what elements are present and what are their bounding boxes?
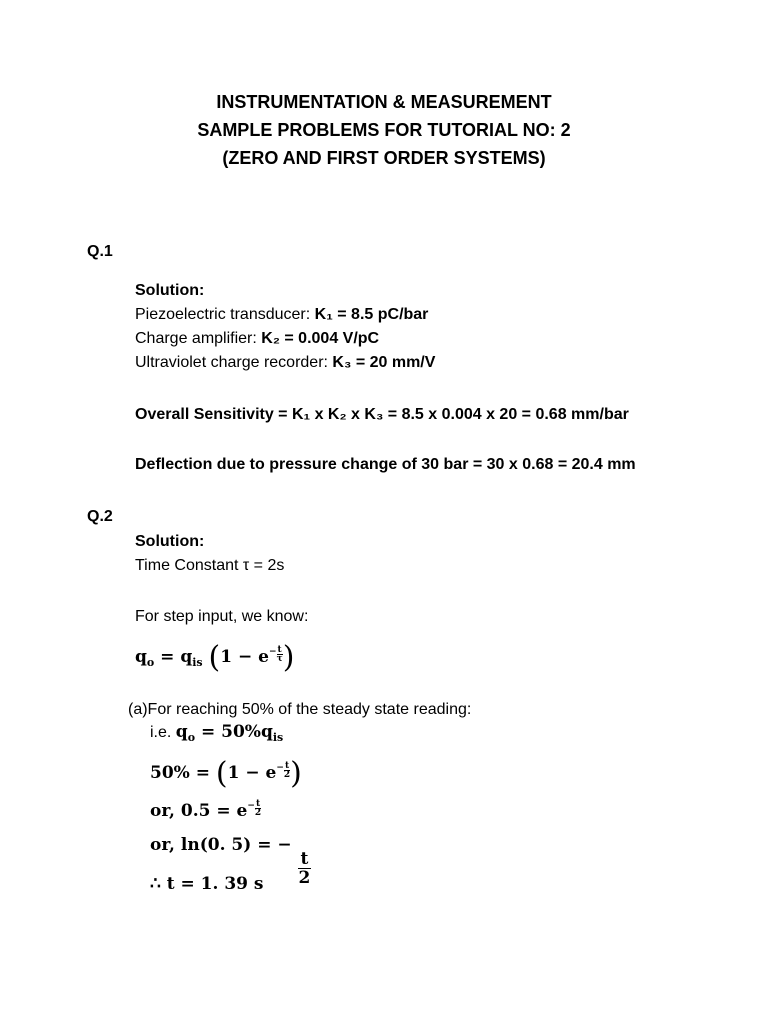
result-equation: ∴ t = 1. 39 s: [150, 874, 264, 894]
or-log-equation: or, ln(0. 5) = − $\frac{t}{2}$: [150, 835, 311, 888]
q1-amplifier-value: K₂ = 0.004 V/pC: [261, 330, 380, 347]
q2-time-constant: Time Constant τ = 2s: [135, 557, 285, 574]
document-topic: (ZERO AND FIRST ORDER SYSTEMS): [222, 148, 546, 168]
q1-overall-sensitivity: Overall Sensitivity = K₁ x K₂ x K₃ = 8.5 x 0.004 x 20 = 0.68 mm/bar: [135, 406, 629, 423]
q1-recorder-value: K₃ = 20 mm/V: [332, 354, 436, 371]
q1-amplifier-label: Charge amplifier:: [135, 330, 262, 347]
q1-amplifier-line: [135, 330, 379, 348]
q2-step-input-text: For step input, we know:: [135, 608, 309, 625]
or-exponential-equation: or, 0.5 = e− $\frac{t}{2}$: [150, 799, 262, 821]
step-response-equation: $q_o = q_{is}$ (1 − e− $\frac{t}{\tau}$ ): [135, 640, 295, 675]
q1-transducer-line: [135, 306, 428, 324]
q2-part-a-text: (a)For reaching 50% of the steady state reading:: [128, 701, 472, 718]
question-1-label: Q.1: [87, 243, 113, 260]
q1-recorder-label: Ultraviolet charge recorder:: [135, 354, 333, 371]
document-subtitle: SAMPLE PROBLEMS FOR TUTORIAL NO: 2: [197, 120, 571, 140]
fifty-percent-equation: 50% = (1 − e− $\frac{t}{2}$ ): [150, 756, 302, 791]
q2-solution-heading: Solution:: [135, 533, 205, 550]
q1-solution-heading: Solution:: [135, 282, 205, 299]
document-title: INSTRUMENTATION & MEASUREMENT: [216, 92, 552, 112]
q1-transducer-value: K₁ = 8.5 pC/bar: [314, 306, 429, 323]
question-2-label: Q.2: [87, 508, 113, 525]
q1-deflection: Deflection due to pressure change of 30 bar = 30 x 0.68 = 20.4 mm: [135, 456, 636, 473]
ie-equation: i.e. $q_o = 50\%q_{is}$: [150, 722, 284, 744]
q1-transducer-label: Piezoelectric transducer:: [135, 306, 315, 323]
q1-recorder-line: [135, 354, 435, 372]
